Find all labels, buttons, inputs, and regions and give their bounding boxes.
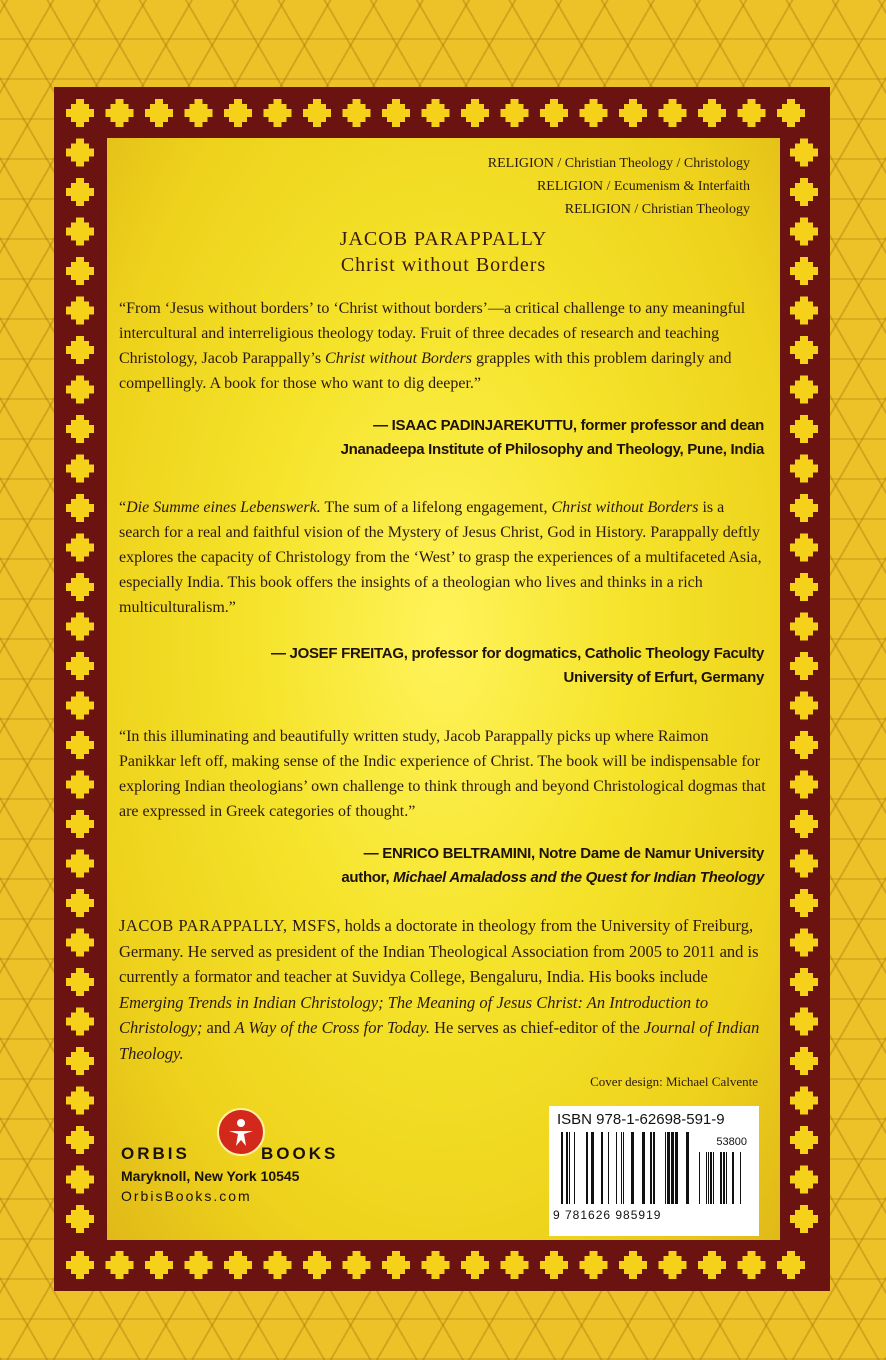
heading [107, 226, 780, 278]
endorsement-italic: Die Summe eines Lebenswerk. [126, 499, 321, 516]
publisher-name-right: BOOKS [261, 1144, 339, 1163]
bio-author-name: JACOB PARAPPALLY, MSFS [119, 916, 337, 935]
endorsement-text: “From ‘Jesus without borders’ to ‘Christ without borders’—a critical challenge to any meaningful intercultural and interreligious theology today. Fruit of three decades of research and teaching Christology, Jacob Parappally’s [119, 300, 746, 367]
endorsement-3 [119, 724, 768, 824]
barcode-digits: 9 781626 985919 [553, 1208, 662, 1222]
endorsement-text: The sum of a lifelong engagement, [320, 499, 552, 516]
publisher-website: OrbisBooks.com [121, 1188, 252, 1204]
isbn-text: ISBN 978-1-62698-591-9 [557, 1111, 725, 1128]
endorsement-text: is a search for a real and faithful vision of the Mystery of Jesus Christ, God in History. Parappally deftly explores the capacity of Christology from the ‘West’ to grasp the experiences of a multifaceted Asia, especially India. This book offers the insights of a theologian who lives and thinks in a rich multiculturalism.” [119, 499, 762, 616]
endorsement-text: grapples with this problem daringly and compellingly. A book for those who want to dig deeper.” [119, 350, 732, 392]
attribution-line: — ENRICO BELTRAMINI, Notre Dame de Namur University [363, 845, 764, 862]
attribution-line: author, Michael Amaladoss and the Quest for Indian Theology [341, 869, 764, 886]
publisher-name-left: ORBIS [121, 1144, 190, 1163]
category-1: RELIGION / Christian Theology / Christology [487, 156, 750, 171]
cover-credit: Cover design: Michael Calvente [590, 1074, 758, 1089]
endorsement-text: “ [119, 499, 127, 516]
content-panel [107, 138, 780, 1240]
endorsement-3-attribution [341, 842, 764, 890]
book-title: Christ without Borders [340, 254, 547, 276]
orbis-globe-icon [217, 1108, 265, 1156]
endorsement-text: “In this illuminating and beautifully written study, Jacob Parappally picks up where Raimon Panikkar left off, making sense of the Indic experience of Christ. The book will be indispensable for exploring Indian theologians’ own challenge to think through and beyond Christological dogmas that are expressed in Greek categories of thought.” [119, 728, 766, 820]
isbn-barcode [549, 1106, 759, 1236]
attribution-line: Jnanadeepa Institute of Philosophy and Theology, Pune, India [340, 441, 764, 458]
endorsement-2-attribution [271, 642, 764, 690]
endorsement-2 [119, 495, 768, 620]
author-name: JACOB PARAPPALLY [339, 228, 548, 250]
author-bio: JACOB PARAPPALLY, MSFS, holds a doctorate in theology from the University of Freiburg, Germany. He served as president of the Indian Theological Association from 2005 to 2011 and is currently a formator and teacher at Suvidya College, Bengaluru, India. His books include Emerging Trends in Indian Christology; The Meaning of Jesus Christ: An Introduction to Christology; and A Way of the Cross for Today. He serves as chief-editor of the Journal of Indian Theology. [119, 916, 760, 1063]
endorsement-italic: Christ without Borders [551, 499, 699, 516]
publisher-logo [121, 1106, 351, 1216]
attribution-line: — JOSEF FREITAG, professor for dogmatics, Catholic Theology Faculty [270, 645, 764, 662]
category-3: RELIGION / Christian Theology [564, 202, 750, 217]
attribution-line: University of Erfurt, Germany [563, 669, 764, 686]
publisher-address: Maryknoll, New York 10545 [121, 1168, 300, 1184]
category-2: RELIGION / Ecumenism & Interfaith [536, 179, 750, 194]
endorsement-1 [119, 296, 768, 396]
endorsement-italic: Christ without Borders [325, 350, 473, 367]
price-code: 53800 [716, 1136, 747, 1148]
category-list [488, 152, 750, 221]
attribution-line: — ISAAC PADINJAREKUTTU, former professor and dean [373, 417, 764, 434]
endorsement-1-attribution [341, 414, 764, 462]
